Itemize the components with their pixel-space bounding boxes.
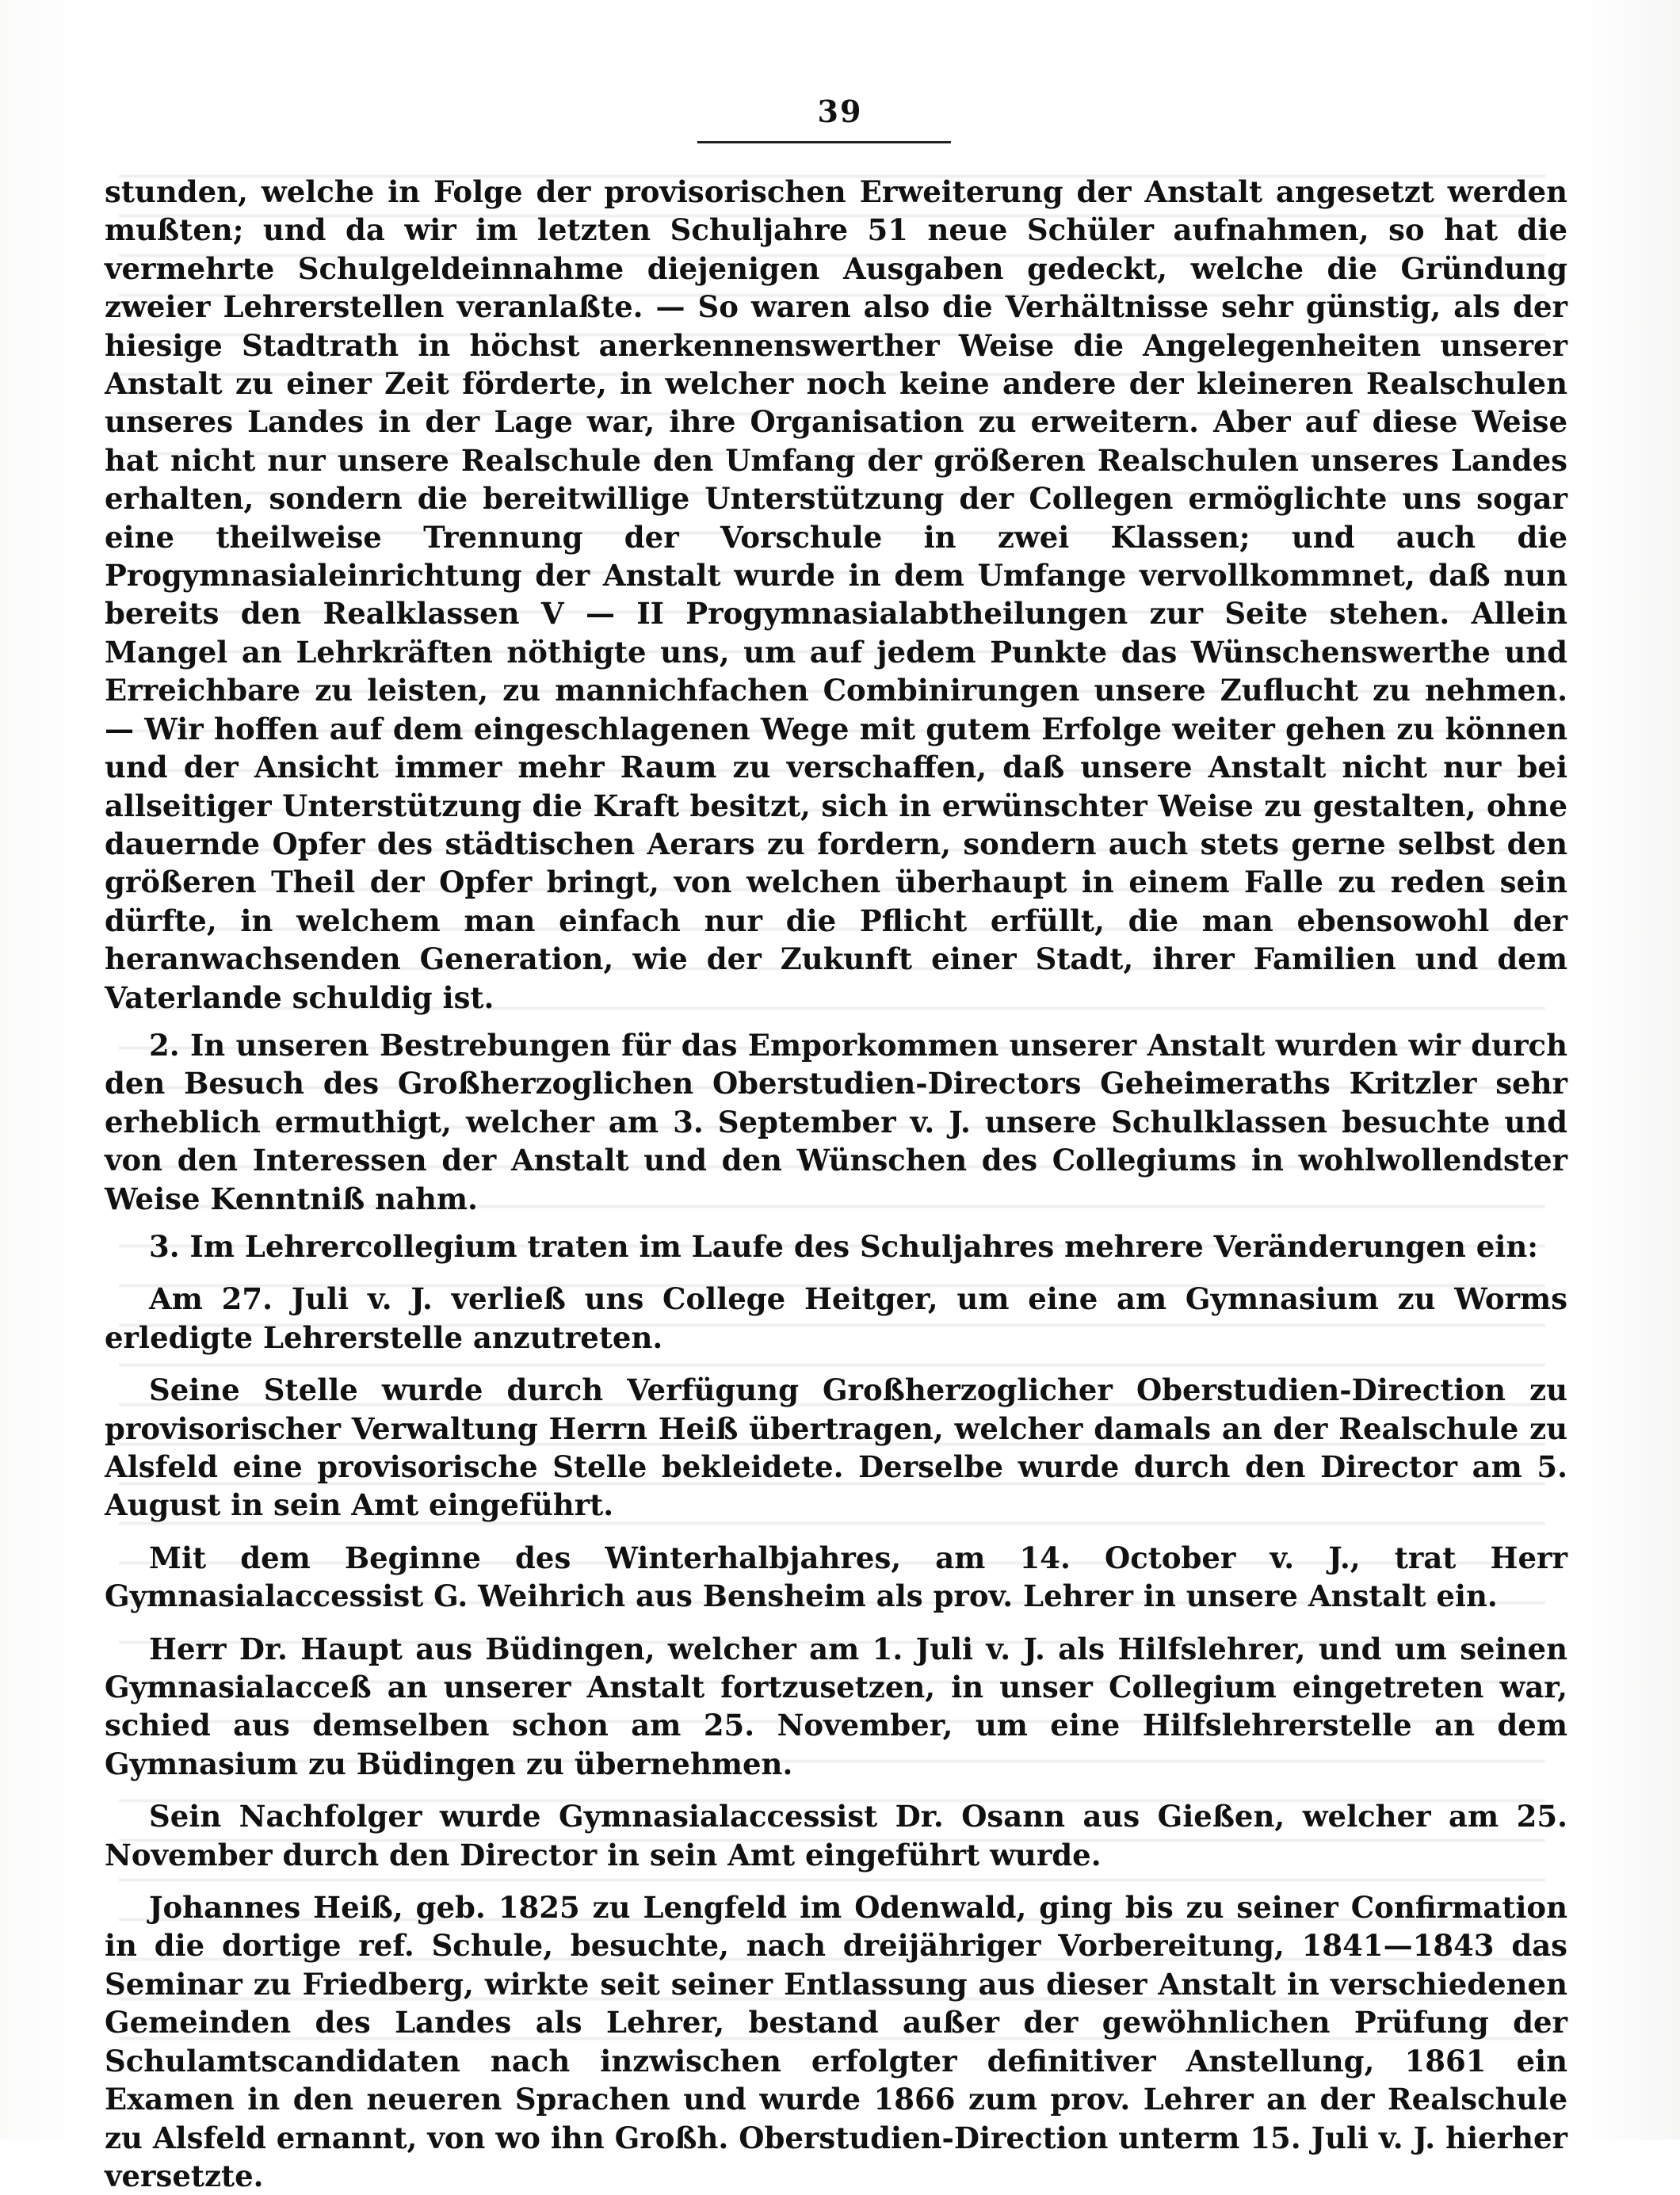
header-rule [697, 141, 951, 143]
paragraph-4: Am 27. Juli v. J. verließ uns College Heitger, um eine am Gymnasium zu Worms erledigte Lehrerstelle anzutreten. [105, 1281, 1567, 1355]
paragraph-1: stunden, welche in Folge der provisorischen Erweiterung der Anstalt angesetzt werden mußten; und da wir im letzten Schuljahre 51 neue Schüler aufnahmen, so hat die vermehrte Schulgeldeinnahme diejenigen Ausgaben gedeckt, welche die Gründung zweier Lehrerstellen veranlaßte. — So waren also die Verhältnisse sehr günstig, als der hiesige Stadtrath in höchst anerkennenswerther Weise die Angelegenheiten unserer Anstalt zu einer Zeit förderte, in welcher noch keine andere der kleineren Realschulen unseres Landes in der Lage war, ihre Organisation zu erweitern. Aber auf diese Weise hat nicht nur unsere Realschule den Umfang der größeren Realschulen unseres Landes erhalten, sondern die bereitwillige Unterstützung der Collegen ermöglichte uns sogar eine theilweise Trennung der Vorschule in zwei Klassen; und auch die Progymnasialeinrichtung der Anstalt wurde in dem Umfange vervollkommnet, daß nun bereits den Realklassen V — II Progymnasialabtheilungen zur Seite stehen. Allein Mangel an Lehrkräften nöthigte uns, um auf jedem Punkte das Wünschenswerthe und Erreichbare zu leisten, zu mannichfachen Combinirungen unsere Zuflucht zu nehmen. — Wir hoffen auf dem eingeschlagenen Wege mit gutem Erfolge weiter gehen zu können und der Ansicht immer mehr Raum zu verschaffen, daß unsere Anstalt nicht nur bei allseitiger Unterstützung die Kraft besitzt, sich in erwünschter Weise zu gestalten, ohne dauernde Opfer des städtischen Aerars zu fordern, sondern auch stets gerne selbst den größeren Theil der Opfer bringt, von welchen überhaupt in einem Falle zu reden sein dürfte, in welchem man einfach nur die Pflicht erfüllt, die man ebensowohl der heranwachsenden Generation, wie der Zukunft einer Stadt, ihrer Familien und dem Vaterlande schuldig ist. [105, 174, 1567, 1015]
paragraph-8: Sein Nachfolger wurde Gymnasialaccessist Dr. Osann aus Gießen, welcher am 25. November durch den Director in sein Amt eingeführt wurde. [105, 1799, 1567, 1872]
paragraph-5: Seine Stelle wurde durch Verfügung Großherzoglicher Oberstudien-Direction zu provisorischer Verwaltung Herrn Heiß übertragen, welcher damals an der Realschule zu Alsfeld eine provisorische Stelle bekleidete. Derselbe wurde durch den Director am 5. August in sein Amt eingeführt. [105, 1372, 1567, 1523]
document-body [105, 173, 1567, 2195]
page-number: 39 [817, 94, 863, 129]
paragraph-3: 3. Im Lehrercollegium traten im Laufe des Schuljahres mehrere Veränderungen ein: [149, 1228, 1538, 1264]
paragraph-2: 2. In unseren Bestrebungen für das Emporkommen unserer Anstalt wurden wir durch den Besuch des Großherzoglichen Oberstudien-Directors Geheimeraths Kritzler sehr erheblich ermuthigt, welcher am 3. September v. J. unsere Schulklassen besuchte und von den Interessen der Anstalt und den Wünschen des Collegiums in wohlwollendster Weise Kenntniß nahm. [105, 1027, 1567, 1216]
paragraph-9: Johannes Heiß, geb. 1825 zu Lengfeld im Odenwald, ging bis zu seiner Confirmation in die dortige ref. Schule, besuchte, nach dreijähriger Vorbereitung, 1841—1843 das Seminar zu Friedberg, wirkte seit seiner Entlassung aus dieser Anstalt in verschiedenen Gemeinden des Landes als Lehrer, bestand außer der gewöhnlichen Prüfung der Schulamtscandidaten nach inzwischen erfolgter definitiver Anstellung, 1861 ein Examen in den neueren Sprachen und wurde 1866 zum prov. Lehrer an der Realschule zu Alsfeld ernannt, von wo ihn Großh. Oberstudien-Direction unterm 15. Juli v. J. hierher versetzte. [105, 1890, 1567, 2193]
paragraph-7: Herr Dr. Haupt aus Büdingen, welcher am 1. Juli v. J. als Hilfslehrer, und um seinen Gymnasialacceß an unserer Anstalt fortzusetzen, in unser Collegium eingetreten war, schied aus demselben schon am 25. November, um eine Hilfslehrerstelle an dem Gymnasium zu Büdingen zu übernehmen. [105, 1631, 1567, 1781]
paragraph-6: Mit dem Beginne des Winterhalbjahres, am 14. October v. J., trat Herr Gymnasialaccessist G. Weihrich aus Bensheim als prov. Lehrer in unsere Anstalt ein. [105, 1540, 1567, 1614]
page-header [0, 94, 1680, 129]
